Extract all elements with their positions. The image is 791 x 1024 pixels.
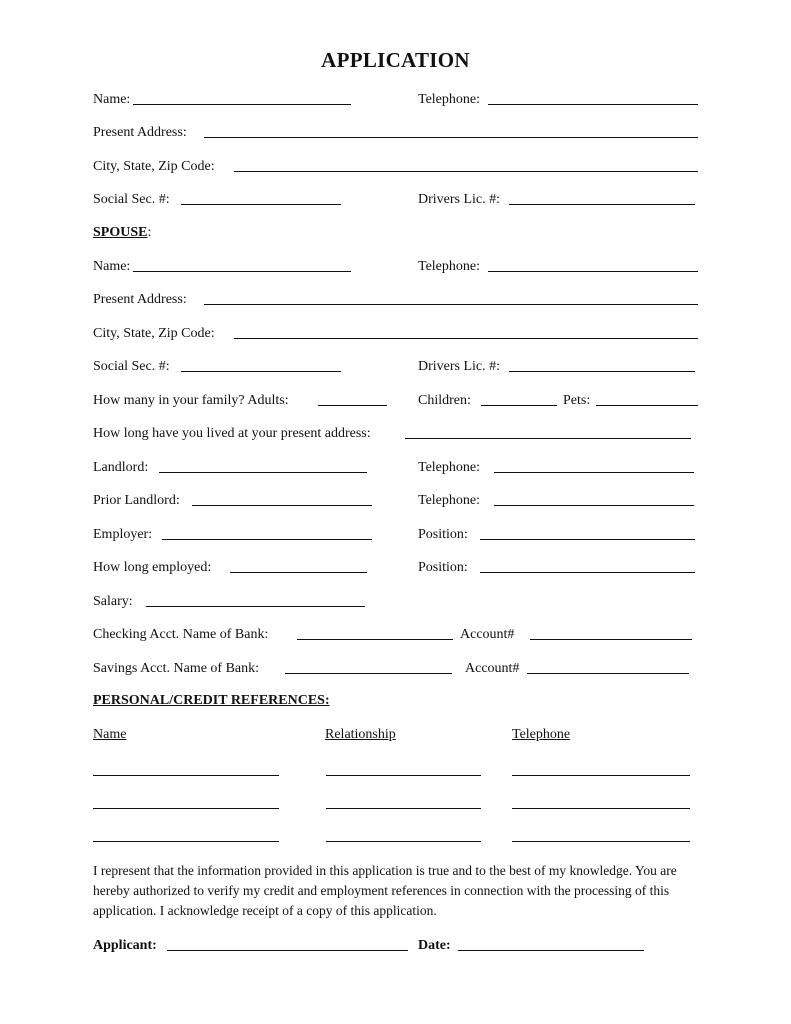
how-long-lived-label: How long have you lived at your present address:: [93, 426, 371, 441]
ref1-relationship-field[interactable]: [326, 775, 481, 776]
drivers-lic-field[interactable]: [509, 204, 695, 205]
spouse-city-state-zip-label: City, State, Zip Code:: [93, 326, 215, 341]
spouse-social-sec-label: Social Sec. #:: [93, 359, 170, 374]
how-long-employed-label: How long employed:: [93, 560, 212, 575]
prior-landlord-telephone-field[interactable]: [494, 505, 694, 506]
position-label: Position:: [418, 527, 468, 542]
applicant-signature-field[interactable]: [167, 950, 408, 951]
spouse-city-state-zip-field[interactable]: [234, 338, 698, 339]
spouse-present-address-field[interactable]: [204, 304, 698, 305]
ref3-relationship-field[interactable]: [326, 841, 481, 842]
how-long-lived-field[interactable]: [405, 438, 691, 439]
landlord-telephone-field[interactable]: [494, 472, 694, 473]
spouse-name-label: Name:: [93, 259, 131, 274]
ref1-telephone-field[interactable]: [512, 775, 690, 776]
ref1-name-field[interactable]: [93, 775, 279, 776]
checking-bank-field[interactable]: [297, 639, 453, 640]
checking-account-field[interactable]: [530, 639, 692, 640]
prior-landlord-telephone-label: Telephone:: [418, 493, 480, 508]
name-label: Name:: [93, 92, 131, 107]
savings-account-label: Account#: [465, 661, 520, 676]
spouse-heading: [93, 224, 151, 242]
savings-account-field[interactable]: [527, 673, 689, 674]
family-adults-label: How many in your family? Adults:: [93, 393, 289, 408]
how-long-employed-field[interactable]: [230, 572, 367, 573]
spouse-heading-colon: :: [147, 225, 152, 240]
employer-label: Employer:: [93, 527, 153, 542]
date-field[interactable]: [458, 950, 644, 951]
authorization-statement: I represent that the information provided in this application is true and to the best of my knowledge. You are hereby authorized to verify my credit and employment references in connection with the processing of this application. I acknowledge receipt of a copy of this application.: [93, 863, 677, 918]
spouse-telephone-field[interactable]: [488, 271, 698, 272]
family-adults-field[interactable]: [318, 405, 387, 406]
city-state-zip-label: City, State, Zip Code:: [93, 159, 215, 174]
position-field[interactable]: [480, 539, 695, 540]
ref3-telephone-field[interactable]: [512, 841, 690, 842]
position2-label: Position:: [418, 560, 468, 575]
spouse-heading-text: SPOUSE: [93, 225, 148, 240]
name-field[interactable]: [133, 104, 351, 105]
applicant-signature-label: Applicant:: [93, 938, 157, 953]
spouse-name-field[interactable]: [133, 271, 351, 272]
employer-field[interactable]: [162, 539, 372, 540]
telephone-field[interactable]: [488, 104, 698, 105]
prior-landlord-field[interactable]: [192, 505, 372, 506]
ref-col-name: Name: [93, 727, 127, 742]
checking-account-label: Account#: [460, 627, 515, 642]
salary-field[interactable]: [146, 606, 365, 607]
spouse-drivers-lic-field[interactable]: [509, 371, 695, 372]
present-address-field[interactable]: [204, 137, 698, 138]
savings-bank-label: Savings Acct. Name of Bank:: [93, 661, 260, 676]
ref2-telephone-field[interactable]: [512, 808, 690, 809]
children-label: Children:: [418, 393, 471, 408]
checking-bank-label: Checking Acct. Name of Bank:: [93, 627, 269, 642]
savings-bank-field[interactable]: [285, 673, 452, 674]
references-heading: PERSONAL/CREDIT REFERENCES:: [93, 693, 330, 708]
pets-label: Pets:: [563, 393, 591, 408]
salary-label: Salary:: [93, 594, 133, 609]
date-label: Date:: [418, 938, 451, 953]
spouse-drivers-lic-label: Drivers Lic. #:: [418, 359, 501, 374]
social-sec-field[interactable]: [181, 204, 341, 205]
city-state-zip-field[interactable]: [234, 171, 698, 172]
pets-field[interactable]: [596, 405, 698, 406]
ref-col-relationship: Relationship: [325, 727, 396, 742]
landlord-label: Landlord:: [93, 460, 149, 475]
ref2-name-field[interactable]: [93, 808, 279, 809]
children-field[interactable]: [481, 405, 557, 406]
spouse-telephone-label: Telephone:: [418, 259, 480, 274]
position2-field[interactable]: [480, 572, 695, 573]
telephone-label: Telephone:: [418, 92, 480, 107]
drivers-lic-label: Drivers Lic. #:: [418, 192, 501, 207]
page-title: APPLICATION: [321, 48, 470, 72]
ref3-name-field[interactable]: [93, 841, 279, 842]
prior-landlord-label: Prior Landlord:: [93, 493, 180, 508]
spouse-social-sec-field[interactable]: [181, 371, 341, 372]
ref2-relationship-field[interactable]: [326, 808, 481, 809]
spouse-present-address-label: Present Address:: [93, 292, 187, 307]
present-address-label: Present Address:: [93, 125, 187, 140]
landlord-field[interactable]: [159, 472, 367, 473]
social-sec-label: Social Sec. #:: [93, 192, 170, 207]
ref-col-telephone: Telephone: [512, 727, 571, 742]
landlord-telephone-label: Telephone:: [418, 460, 480, 475]
